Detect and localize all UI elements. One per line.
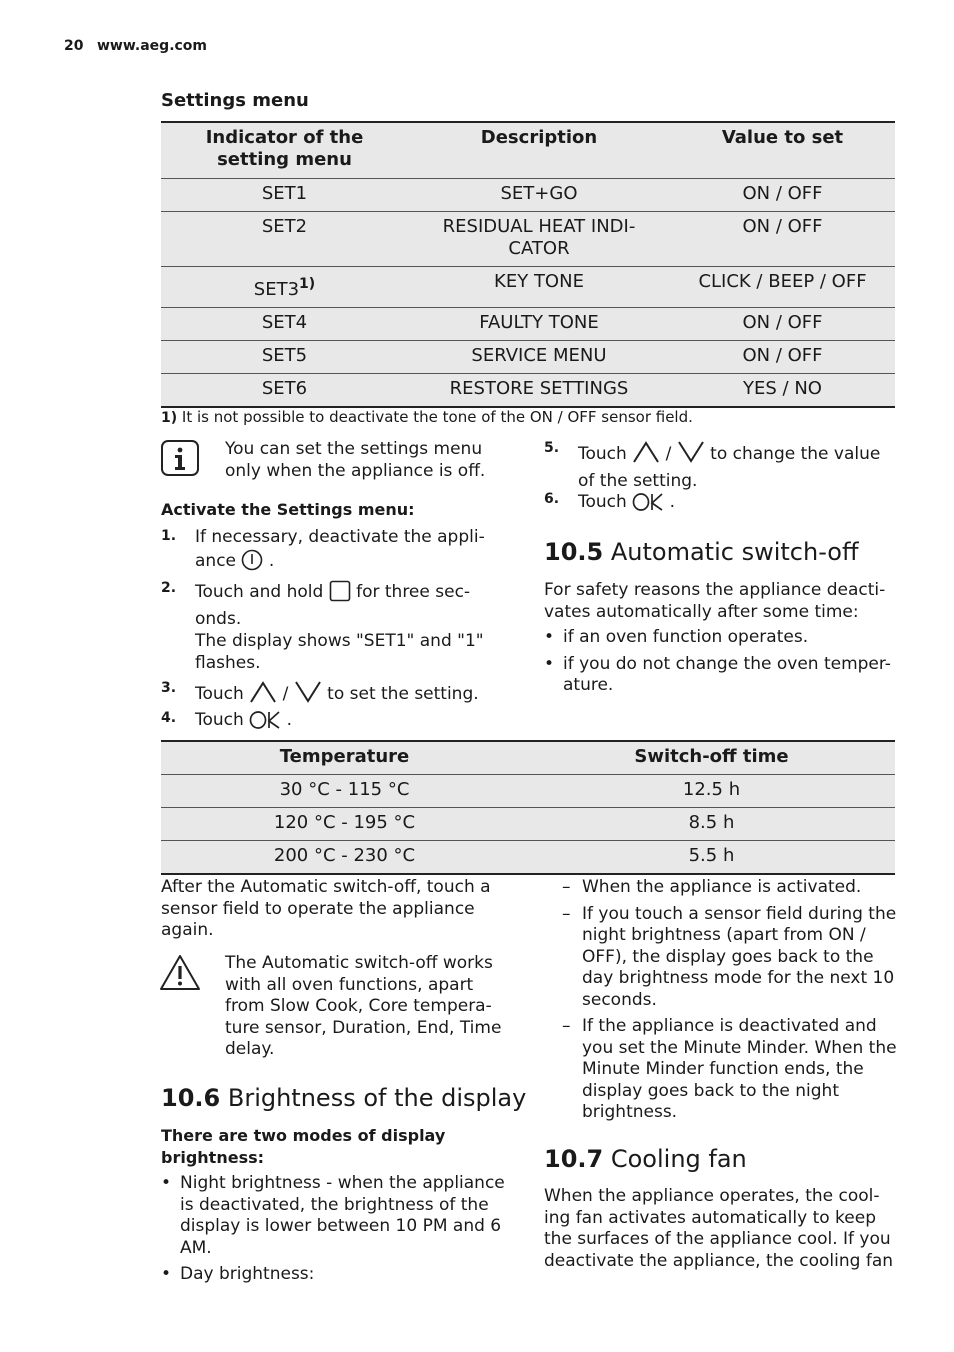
- cell: 8.5 h: [528, 808, 895, 841]
- table-row: [161, 841, 895, 875]
- header-temperature: Temperature: [161, 741, 528, 775]
- header-url: www.aeg.com: [97, 38, 208, 54]
- cell: 5.5 h: [528, 841, 895, 875]
- settings-table: [161, 121, 895, 408]
- switch-off-table: [161, 740, 895, 875]
- step-2: [195, 580, 495, 630]
- step-text-end: for three sec-onds.: [195, 582, 471, 629]
- step-text-end: to change the value of the setting.: [578, 444, 881, 491]
- down-arrow-icon: [677, 440, 705, 471]
- cell: ON / OFF: [670, 178, 895, 211]
- section-number: 10.5: [544, 538, 604, 566]
- cell: ON / OFF: [670, 211, 895, 266]
- table-row: [161, 266, 895, 307]
- step-2-note: The display shows "SET1" and "1" flashes.: [195, 631, 484, 673]
- list-item: • Day brightness:: [161, 1264, 516, 1286]
- footnote: [161, 408, 693, 426]
- list-item: – When the appliance is activated.: [544, 877, 899, 899]
- step-text: Touch: [195, 684, 244, 704]
- cell: RESIDUAL HEAT INDI-CATOR: [408, 211, 670, 266]
- table-row: [161, 340, 895, 373]
- cell: CLICK / BEEP / OFF: [670, 266, 895, 307]
- cell: SET6: [161, 373, 408, 407]
- step-number: 2.: [161, 580, 177, 596]
- step-text-end: to set the setting.: [327, 684, 479, 704]
- cell: YES / NO: [670, 373, 895, 407]
- cell: [161, 266, 408, 307]
- list-item: • Night brightness - when the appliance is deactivated, the brightness of the display is lower between 10 PM and 6 AM.: [161, 1173, 516, 1259]
- info-note: You can set the settings menu only when the appliance is off.: [225, 439, 486, 481]
- cell: RESTORE SETTINGS: [408, 373, 670, 407]
- table-row: [161, 178, 895, 211]
- list-item: • if an oven function operates.: [544, 627, 899, 649]
- page-number: 20: [64, 38, 84, 54]
- up-arrow-icon: [632, 440, 660, 471]
- section-heading-brightness: [161, 1084, 526, 1112]
- cell: FAULTY TONE: [408, 307, 670, 340]
- auto-off-bullets: [544, 627, 899, 697]
- step-1: [195, 527, 495, 577]
- ok-icon: [632, 492, 664, 519]
- list-item: – If the appliance is deactivated and you set the Minute Minder. When the Minute Minder function ends, the display goes back to the night brightness.: [544, 1016, 899, 1124]
- settings-header-description: Description: [408, 122, 670, 178]
- section-title: Automatic switch-off: [610, 538, 859, 566]
- down-arrow-icon: [294, 680, 322, 711]
- cell: KEY TONE: [408, 266, 670, 307]
- day-brightness-list: [544, 877, 899, 1124]
- power-icon: [241, 549, 263, 578]
- warning-icon: [159, 954, 201, 996]
- step-text-end: .: [286, 710, 293, 730]
- table-row: [161, 373, 895, 407]
- section-heading-auto-off: [544, 538, 859, 566]
- settings-header-value: Value to set: [670, 122, 895, 178]
- cell: 120 °C - 195 °C: [161, 808, 528, 841]
- step-text: If necessary, deactivate the appli-ance: [195, 527, 485, 571]
- table-row: [161, 307, 895, 340]
- up-arrow-icon: [249, 680, 277, 711]
- brightness-bullets: [161, 1173, 516, 1286]
- section-title: Cooling fan: [610, 1145, 747, 1173]
- header-switch-off-time: Switch-off time: [528, 741, 895, 775]
- cell: SET1: [161, 178, 408, 211]
- table-row: [161, 775, 895, 808]
- step-3: [195, 680, 515, 711]
- warning-text: The Automatic switch-off works with all oven functions, apart from Slow Cook, Core tempera-ture sensor, Duration, End, Time delay.: [225, 953, 502, 1059]
- list-item: • if you do not change the oven temper-ature.: [544, 654, 899, 697]
- slash: /: [282, 684, 289, 704]
- cell: 200 °C - 230 °C: [161, 841, 528, 875]
- after-switch-off-text: After the Automatic switch-off, touch a sensor field to operate the appliance again.: [161, 877, 491, 940]
- list-item: – If you touch a sensor field during the night brightness (apart from ON / OFF), the display goes back to the day brightness mode for the next 10 seconds.: [544, 904, 899, 1012]
- cell: SET+GO: [408, 178, 670, 211]
- table-row: [161, 808, 895, 841]
- cell: SERVICE MENU: [408, 340, 670, 373]
- auto-off-intro: For safety reasons the appliance deacti-vates automatically after some time:: [544, 580, 886, 622]
- step-6: [578, 492, 878, 519]
- footnote-ref: 1): [299, 275, 316, 292]
- section-number: 10.6: [161, 1084, 221, 1112]
- step-text-end: .: [669, 492, 676, 512]
- cell: 12.5 h: [528, 775, 895, 808]
- step-text: Touch and hold: [195, 582, 324, 602]
- section-title: Brightness of the display: [227, 1084, 527, 1112]
- step-number: 4.: [161, 710, 177, 726]
- table-row: [161, 211, 895, 266]
- slash: /: [665, 444, 672, 464]
- section-number: 10.7: [544, 1145, 604, 1173]
- settings-title: Settings menu: [161, 90, 309, 111]
- footnote-text: It is not possible to deactivate the tone of the ON / OFF sensor field.: [181, 408, 693, 426]
- cell: SET4: [161, 307, 408, 340]
- cell: 30 °C - 115 °C: [161, 775, 528, 808]
- step-text-end: .: [268, 550, 275, 571]
- cell: ON / OFF: [670, 340, 895, 373]
- footnote-mark: 1): [161, 410, 178, 426]
- section-heading-cooling: [544, 1145, 747, 1173]
- step-text: Touch: [578, 444, 627, 464]
- activate-heading: Activate the Settings menu:: [161, 500, 415, 519]
- square-key-icon: [329, 580, 351, 609]
- cell: ON / OFF: [670, 307, 895, 340]
- step-5: [578, 440, 898, 492]
- cell: SET2: [161, 211, 408, 266]
- info-icon: [161, 440, 199, 480]
- step-text: Touch: [195, 710, 244, 730]
- step-number: 1.: [161, 528, 177, 544]
- brightness-subheading: There are two modes of display brightness:: [161, 1126, 446, 1167]
- cell-text: SET3: [253, 278, 300, 300]
- settings-header-indicator: Indicator of the setting menu: [161, 122, 408, 178]
- step-number: 5.: [544, 440, 560, 456]
- cell: SET5: [161, 340, 408, 373]
- step-4: [195, 710, 495, 737]
- step-number: 3.: [161, 680, 177, 696]
- step-text: Touch: [578, 492, 627, 512]
- ok-icon: [249, 710, 281, 737]
- cooling-text: When the appliance operates, the cool-ing fan activates automatically to keep the surfaces of the appliance cool. If you deactivate the appliance, the cooling fan: [544, 1186, 894, 1271]
- step-number: 6.: [544, 491, 560, 507]
